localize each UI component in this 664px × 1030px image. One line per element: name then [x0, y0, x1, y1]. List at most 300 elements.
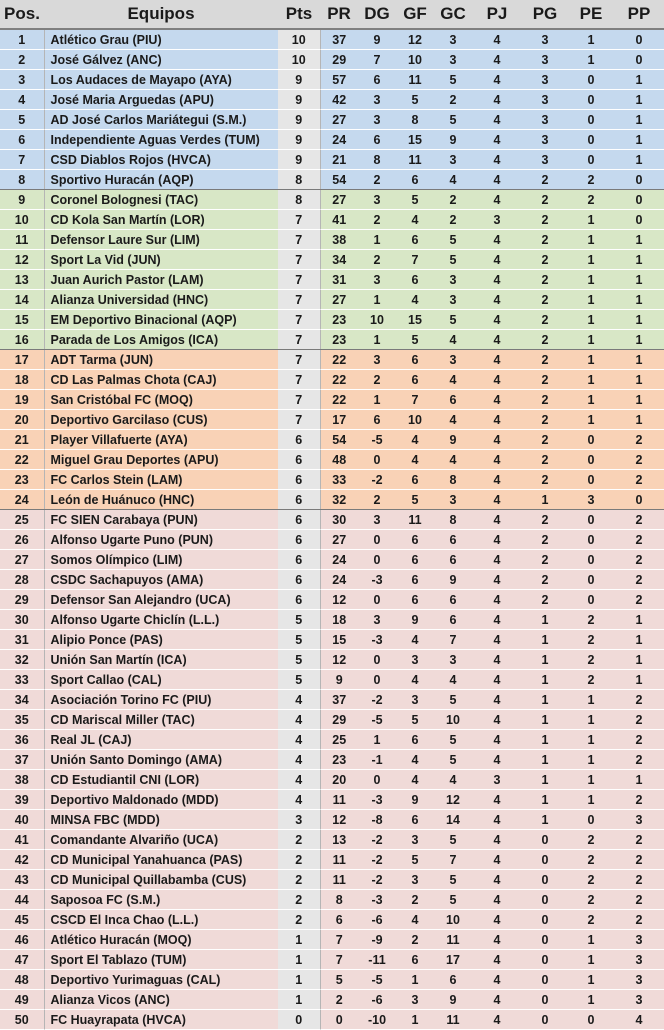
cell-team: Deportivo Maldonado (MDD) [44, 790, 278, 810]
cell-drawn: 2 [568, 170, 614, 190]
cell-pr: 22 [320, 370, 358, 390]
cell-played: 4 [472, 130, 522, 150]
cell-goals-against: 12 [434, 790, 472, 810]
cell-goals-for: 4 [396, 750, 434, 770]
cell-played: 4 [472, 370, 522, 390]
table-row [0, 710, 664, 730]
cell-lost: 1 [614, 230, 664, 250]
table-row [0, 750, 664, 770]
cell-lost: 2 [614, 910, 664, 930]
cell-goals-against: 9 [434, 990, 472, 1010]
cell-team: CSDC Sachapuyos (AMA) [44, 570, 278, 590]
cell-pos: 32 [0, 650, 44, 670]
table-row [0, 270, 664, 290]
cell-goals-for: 6 [396, 810, 434, 830]
cell-pr: 17 [320, 410, 358, 430]
cell-pos: 2 [0, 50, 44, 70]
cell-pos: 13 [0, 270, 44, 290]
cell-goal-diff: 3 [358, 510, 396, 530]
cell-team: Miguel Grau Deportes (APU) [44, 450, 278, 470]
cell-drawn: 1 [568, 370, 614, 390]
header-points: Pts [278, 0, 320, 29]
table-row [0, 250, 664, 270]
cell-pr: 31 [320, 270, 358, 290]
cell-team: AD José Carlos Mariátegui (S.M.) [44, 110, 278, 130]
table-row [0, 290, 664, 310]
cell-goals-for: 4 [396, 210, 434, 230]
cell-pos: 41 [0, 830, 44, 850]
cell-played: 4 [472, 230, 522, 250]
cell-drawn: 0 [568, 570, 614, 590]
cell-lost: 3 [614, 810, 664, 830]
cell-drawn: 1 [568, 270, 614, 290]
header-goals-against: GC [434, 0, 472, 29]
cell-pos: 9 [0, 190, 44, 210]
cell-pr: 27 [320, 530, 358, 550]
table-row [0, 350, 664, 370]
cell-played: 4 [472, 930, 522, 950]
cell-won: 0 [522, 950, 568, 970]
cell-goals-against: 6 [434, 610, 472, 630]
cell-goals-against: 4 [434, 330, 472, 350]
cell-goals-for: 4 [396, 670, 434, 690]
cell-pos: 38 [0, 770, 44, 790]
cell-lost: 1 [614, 410, 664, 430]
cell-points: 6 [278, 430, 320, 450]
cell-pos: 46 [0, 930, 44, 950]
cell-goals-against: 6 [434, 550, 472, 570]
cell-goals-for: 5 [396, 490, 434, 510]
cell-goals-for: 3 [396, 650, 434, 670]
cell-points: 7 [278, 310, 320, 330]
cell-goal-diff: -9 [358, 930, 396, 950]
cell-drawn: 0 [568, 70, 614, 90]
cell-goals-for: 6 [396, 590, 434, 610]
cell-pr: 54 [320, 170, 358, 190]
cell-drawn: 1 [568, 330, 614, 350]
cell-drawn: 1 [568, 250, 614, 270]
cell-lost: 1 [614, 390, 664, 410]
cell-points: 4 [278, 690, 320, 710]
cell-pr: 2 [320, 990, 358, 1010]
cell-drawn: 1 [568, 770, 614, 790]
cell-played: 4 [472, 950, 522, 970]
cell-pr: 0 [320, 1010, 358, 1030]
cell-points: 2 [278, 870, 320, 890]
cell-won: 1 [522, 750, 568, 770]
table-row [0, 530, 664, 550]
cell-lost: 2 [614, 430, 664, 450]
cell-drawn: 0 [568, 150, 614, 170]
cell-drawn: 1 [568, 930, 614, 950]
cell-pr: 12 [320, 650, 358, 670]
table-row [0, 850, 664, 870]
table-row [0, 990, 664, 1010]
cell-goals-against: 5 [434, 110, 472, 130]
cell-drawn: 2 [568, 630, 614, 650]
cell-pos: 14 [0, 290, 44, 310]
table-row [0, 910, 664, 930]
cell-lost: 2 [614, 830, 664, 850]
cell-goal-diff: 0 [358, 670, 396, 690]
cell-team: Atlético Grau (PIU) [44, 29, 278, 50]
cell-goals-against: 4 [434, 370, 472, 390]
cell-goals-for: 4 [396, 770, 434, 790]
cell-goals-against: 2 [434, 210, 472, 230]
cell-team: ADT Tarma (JUN) [44, 350, 278, 370]
cell-won: 2 [522, 510, 568, 530]
cell-goals-against: 9 [434, 130, 472, 150]
cell-goal-diff: 1 [358, 730, 396, 750]
cell-points: 6 [278, 450, 320, 470]
cell-pos: 6 [0, 130, 44, 150]
cell-lost: 2 [614, 890, 664, 910]
cell-pr: 30 [320, 510, 358, 530]
cell-goal-diff: 2 [358, 210, 396, 230]
cell-pos: 11 [0, 230, 44, 250]
cell-played: 4 [472, 570, 522, 590]
cell-goal-diff: 10 [358, 310, 396, 330]
cell-played: 4 [472, 250, 522, 270]
cell-pos: 8 [0, 170, 44, 190]
header-team: Equipos [44, 0, 278, 29]
cell-played: 4 [472, 390, 522, 410]
cell-lost: 3 [614, 950, 664, 970]
cell-goal-diff: 3 [358, 190, 396, 210]
cell-team: Saposoa FC (S.M.) [44, 890, 278, 910]
cell-drawn: 1 [568, 50, 614, 70]
cell-played: 4 [472, 1010, 522, 1030]
cell-played: 4 [472, 470, 522, 490]
cell-goal-diff: -6 [358, 990, 396, 1010]
table-row [0, 150, 664, 170]
cell-drawn: 3 [568, 490, 614, 510]
cell-pos: 34 [0, 690, 44, 710]
cell-team: Sportivo Huracán (AQP) [44, 170, 278, 190]
cell-won: 0 [522, 1010, 568, 1030]
cell-drawn: 1 [568, 230, 614, 250]
cell-goals-against: 9 [434, 430, 472, 450]
cell-points: 8 [278, 190, 320, 210]
cell-pos: 26 [0, 530, 44, 550]
table-row [0, 590, 664, 610]
cell-points: 5 [278, 610, 320, 630]
cell-won: 1 [522, 490, 568, 510]
header-pos: Pos. [0, 0, 44, 29]
cell-pr: 22 [320, 350, 358, 370]
cell-goals-for: 11 [396, 70, 434, 90]
cell-won: 3 [522, 90, 568, 110]
cell-won: 1 [522, 630, 568, 650]
cell-played: 4 [472, 510, 522, 530]
cell-goal-diff: -3 [358, 790, 396, 810]
cell-played: 3 [472, 210, 522, 230]
cell-goals-for: 6 [396, 730, 434, 750]
cell-pos: 4 [0, 90, 44, 110]
cell-won: 1 [522, 810, 568, 830]
table-row [0, 29, 664, 50]
cell-lost: 0 [614, 190, 664, 210]
cell-goal-diff: 6 [358, 410, 396, 430]
table-row [0, 790, 664, 810]
cell-lost: 2 [614, 570, 664, 590]
cell-goal-diff: -1 [358, 750, 396, 770]
cell-goals-for: 4 [396, 910, 434, 930]
table-row [0, 210, 664, 230]
cell-team: Unión Santo Domingo (AMA) [44, 750, 278, 770]
cell-team: Comandante Alvariño (UCA) [44, 830, 278, 850]
cell-goals-for: 6 [396, 470, 434, 490]
cell-goals-for: 3 [396, 690, 434, 710]
cell-points: 9 [278, 130, 320, 150]
cell-goal-diff: 3 [358, 90, 396, 110]
cell-drawn: 1 [568, 410, 614, 430]
cell-won: 2 [522, 410, 568, 430]
cell-team: CD Municipal Quillabamba (CUS) [44, 870, 278, 890]
cell-points: 3 [278, 810, 320, 830]
cell-pr: 29 [320, 710, 358, 730]
cell-goals-for: 7 [396, 250, 434, 270]
cell-pr: 22 [320, 390, 358, 410]
cell-lost: 0 [614, 50, 664, 70]
table-body [0, 29, 664, 1030]
cell-team: León de Huánuco (HNC) [44, 490, 278, 510]
cell-played: 4 [472, 710, 522, 730]
cell-team: EM Deportivo Binacional (AQP) [44, 310, 278, 330]
cell-team: Deportivo Garcilaso (CUS) [44, 410, 278, 430]
cell-goal-diff: -6 [358, 910, 396, 930]
cell-pr: 54 [320, 430, 358, 450]
cell-won: 2 [522, 470, 568, 490]
cell-goals-against: 5 [434, 690, 472, 710]
cell-goals-for: 1 [396, 1010, 434, 1030]
cell-goal-diff: 3 [358, 110, 396, 130]
cell-team: Defensor Laure Sur (LIM) [44, 230, 278, 250]
cell-drawn: 1 [568, 210, 614, 230]
cell-goal-diff: 0 [358, 650, 396, 670]
cell-goal-diff: -3 [358, 570, 396, 590]
table-row [0, 170, 664, 190]
cell-pos: 20 [0, 410, 44, 430]
cell-points: 7 [278, 230, 320, 250]
cell-goals-against: 3 [434, 350, 472, 370]
cell-pos: 35 [0, 710, 44, 730]
cell-lost: 2 [614, 530, 664, 550]
cell-team: Alianza Vicos (ANC) [44, 990, 278, 1010]
cell-pr: 33 [320, 470, 358, 490]
cell-goals-against: 4 [434, 770, 472, 790]
cell-played: 4 [472, 490, 522, 510]
cell-played: 4 [472, 670, 522, 690]
cell-goals-for: 6 [396, 530, 434, 550]
table-row [0, 110, 664, 130]
cell-pos: 10 [0, 210, 44, 230]
cell-played: 4 [472, 270, 522, 290]
cell-drawn: 2 [568, 870, 614, 890]
cell-team: Defensor San Alejandro (UCA) [44, 590, 278, 610]
cell-goals-for: 6 [396, 230, 434, 250]
cell-goals-against: 5 [434, 70, 472, 90]
cell-won: 1 [522, 730, 568, 750]
table-row [0, 730, 664, 750]
cell-drawn: 0 [568, 130, 614, 150]
cell-goals-against: 5 [434, 830, 472, 850]
cell-pr: 37 [320, 29, 358, 50]
cell-goals-for: 10 [396, 50, 434, 70]
cell-played: 4 [472, 450, 522, 470]
cell-points: 6 [278, 470, 320, 490]
cell-won: 2 [522, 590, 568, 610]
cell-drawn: 2 [568, 670, 614, 690]
cell-lost: 2 [614, 850, 664, 870]
table-row [0, 550, 664, 570]
table-row [0, 630, 664, 650]
cell-pos: 25 [0, 510, 44, 530]
cell-played: 4 [472, 430, 522, 450]
cell-goals-for: 11 [396, 510, 434, 530]
cell-goals-for: 5 [396, 710, 434, 730]
cell-lost: 1 [614, 90, 664, 110]
cell-team: CD Municipal Yanahuanca (PAS) [44, 850, 278, 870]
cell-pos: 3 [0, 70, 44, 90]
cell-goal-diff: 2 [358, 370, 396, 390]
cell-won: 0 [522, 990, 568, 1010]
cell-points: 5 [278, 630, 320, 650]
cell-team: Alipio Ponce (PAS) [44, 630, 278, 650]
table-row [0, 870, 664, 890]
cell-goals-against: 8 [434, 470, 472, 490]
cell-points: 4 [278, 770, 320, 790]
cell-won: 2 [522, 170, 568, 190]
cell-pr: 24 [320, 570, 358, 590]
cell-won: 1 [522, 710, 568, 730]
cell-pos: 16 [0, 330, 44, 350]
cell-won: 2 [522, 450, 568, 470]
cell-played: 4 [472, 610, 522, 630]
cell-pos: 40 [0, 810, 44, 830]
cell-goals-for: 6 [396, 350, 434, 370]
cell-goals-against: 8 [434, 510, 472, 530]
cell-pos: 5 [0, 110, 44, 130]
cell-played: 4 [472, 50, 522, 70]
cell-won: 1 [522, 690, 568, 710]
cell-team: Alianza Universidad (HNC) [44, 290, 278, 310]
cell-played: 4 [472, 870, 522, 890]
cell-played: 4 [472, 590, 522, 610]
cell-goal-diff: -2 [358, 850, 396, 870]
cell-pos: 37 [0, 750, 44, 770]
cell-pr: 57 [320, 70, 358, 90]
cell-goals-for: 12 [396, 29, 434, 50]
cell-pos: 47 [0, 950, 44, 970]
cell-played: 4 [472, 850, 522, 870]
cell-played: 4 [472, 990, 522, 1010]
header-played: PJ [472, 0, 522, 29]
cell-lost: 1 [614, 110, 664, 130]
cell-points: 7 [278, 410, 320, 430]
cell-goal-diff: 2 [358, 490, 396, 510]
cell-pr: 11 [320, 790, 358, 810]
cell-goals-against: 3 [434, 290, 472, 310]
cell-goal-diff: 7 [358, 50, 396, 70]
cell-lost: 2 [614, 550, 664, 570]
cell-played: 4 [472, 290, 522, 310]
cell-played: 4 [472, 810, 522, 830]
cell-lost: 0 [614, 170, 664, 190]
table-row [0, 810, 664, 830]
cell-goals-against: 5 [434, 890, 472, 910]
cell-goals-against: 17 [434, 950, 472, 970]
cell-goals-for: 6 [396, 370, 434, 390]
cell-drawn: 2 [568, 650, 614, 670]
cell-drawn: 1 [568, 710, 614, 730]
cell-points: 6 [278, 590, 320, 610]
cell-pr: 24 [320, 550, 358, 570]
cell-won: 2 [522, 350, 568, 370]
cell-lost: 1 [614, 630, 664, 650]
cell-goals-for: 3 [396, 830, 434, 850]
cell-goals-against: 5 [434, 730, 472, 750]
cell-played: 4 [472, 170, 522, 190]
cell-team: Unión San Martín (ICA) [44, 650, 278, 670]
cell-drawn: 2 [568, 190, 614, 210]
cell-goal-diff: 3 [358, 350, 396, 370]
cell-won: 1 [522, 610, 568, 630]
table-row [0, 230, 664, 250]
cell-pos: 31 [0, 630, 44, 650]
cell-points: 2 [278, 910, 320, 930]
cell-pos: 18 [0, 370, 44, 390]
cell-goal-diff: 6 [358, 130, 396, 150]
cell-pos: 48 [0, 970, 44, 990]
cell-goals-against: 10 [434, 910, 472, 930]
cell-drawn: 0 [568, 1010, 614, 1030]
cell-goal-diff: 0 [358, 550, 396, 570]
table-row [0, 690, 664, 710]
table-row [0, 430, 664, 450]
cell-team: FC Huayrapata (HVCA) [44, 1010, 278, 1030]
table-header [0, 0, 664, 29]
cell-played: 3 [472, 770, 522, 790]
cell-points: 10 [278, 50, 320, 70]
table-row [0, 90, 664, 110]
table-row [0, 950, 664, 970]
table-row [0, 50, 664, 70]
cell-lost: 1 [614, 310, 664, 330]
cell-points: 5 [278, 670, 320, 690]
cell-goal-diff: 2 [358, 170, 396, 190]
cell-goals-for: 2 [396, 930, 434, 950]
cell-points: 1 [278, 990, 320, 1010]
table-row [0, 1010, 664, 1030]
cell-won: 1 [522, 650, 568, 670]
cell-team: CSD Diablos Rojos (HVCA) [44, 150, 278, 170]
cell-pos: 39 [0, 790, 44, 810]
cell-pos: 28 [0, 570, 44, 590]
cell-team: MINSA FBC (MDD) [44, 810, 278, 830]
table-row [0, 310, 664, 330]
cell-goal-diff: 3 [358, 270, 396, 290]
cell-pos: 42 [0, 850, 44, 870]
cell-lost: 1 [614, 330, 664, 350]
cell-drawn: 2 [568, 610, 614, 630]
cell-pos: 36 [0, 730, 44, 750]
cell-lost: 1 [614, 130, 664, 150]
cell-points: 2 [278, 890, 320, 910]
cell-goals-for: 5 [396, 90, 434, 110]
cell-won: 0 [522, 850, 568, 870]
cell-goal-diff: 1 [358, 290, 396, 310]
